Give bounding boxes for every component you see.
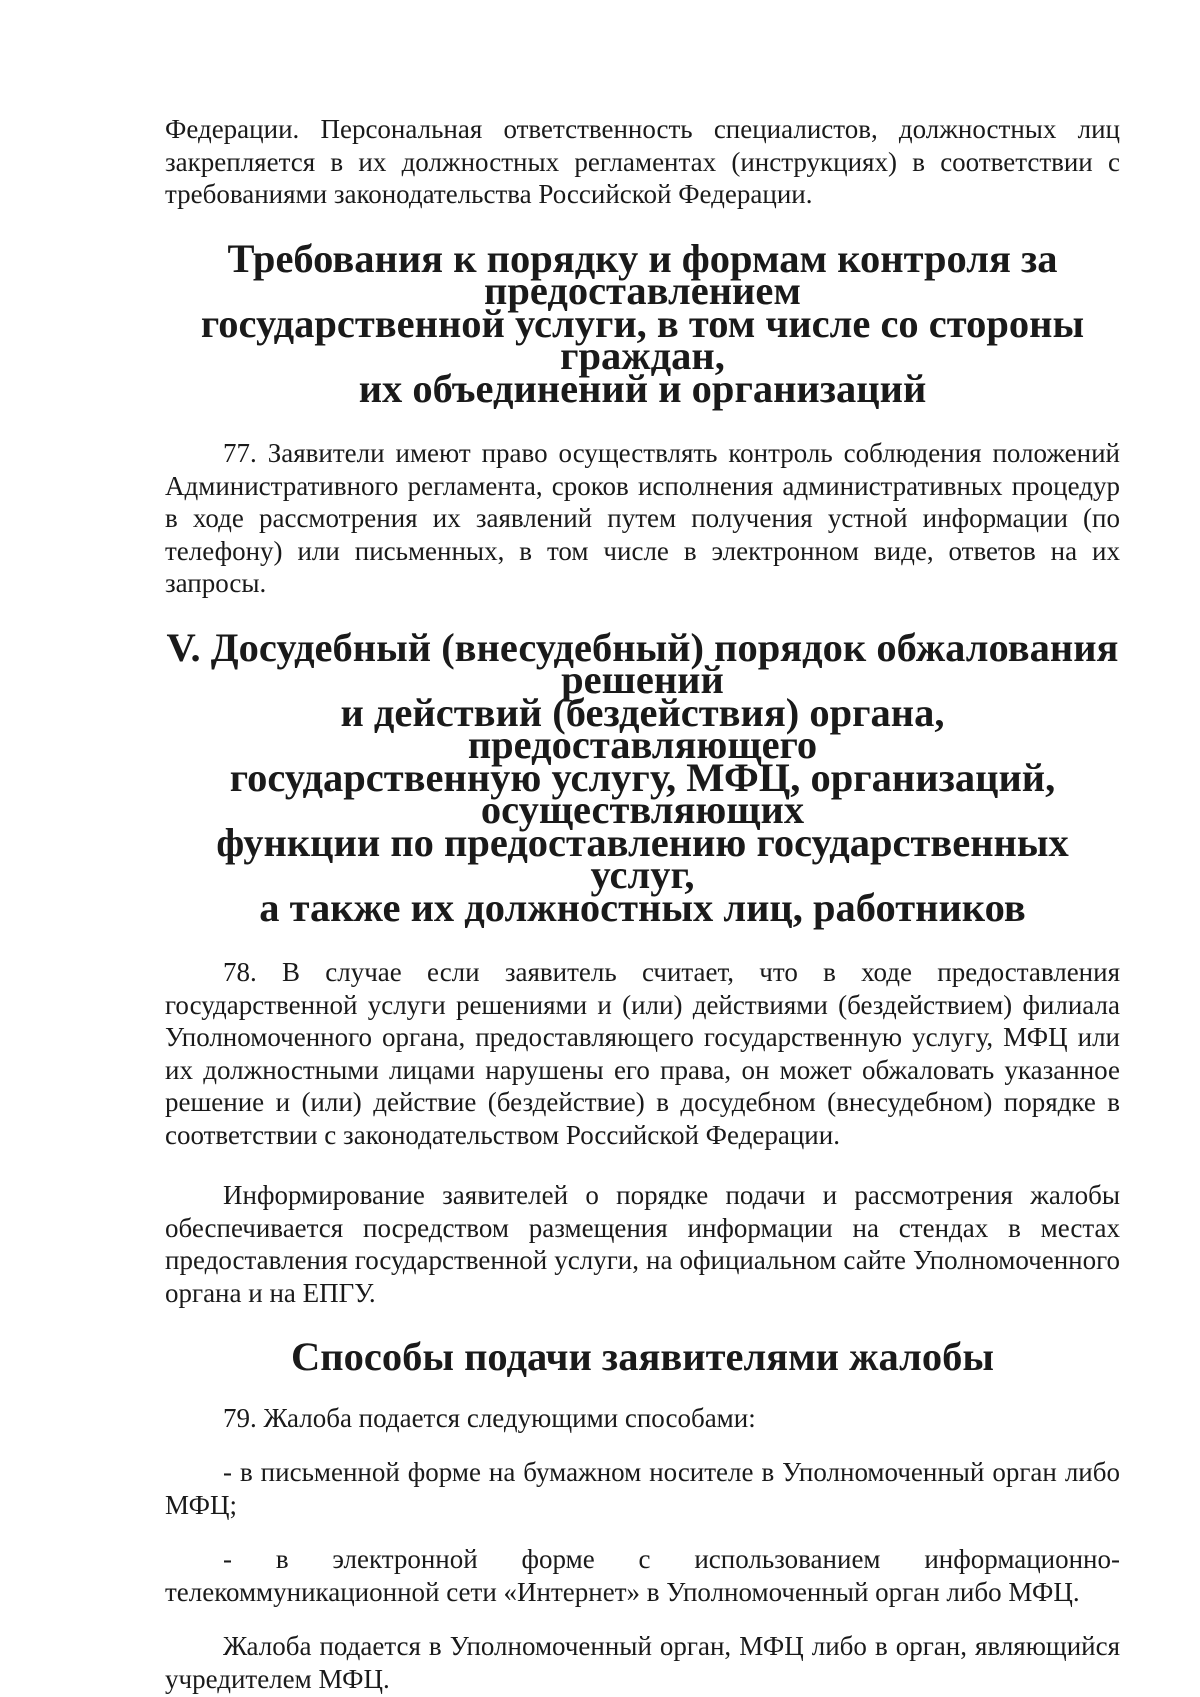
heading-line: их объединений и организаций <box>358 365 927 411</box>
heading-section-v <box>165 624 1120 930</box>
heading-line: функции по предоставлению государственных услуг, <box>216 819 1069 897</box>
paragraph-79: 79. Жалоба подается следующими способами: <box>223 1402 756 1433</box>
heading-line: государственной услуги, в том числе со стороны граждан, <box>200 300 1085 378</box>
heading-complaint-methods: Способы подачи заявителями жалобы <box>291 1334 994 1379</box>
bullet-electronic-form: - в электронной форме с использованием информационно-телекоммуникационной сети «Интернет» в Уполномоченный орган либо МФЦ. <box>165 1544 1120 1607</box>
paragraph-inform: Информирование заявителей о порядке подачи и рассмотрения жалобы обеспечивается посредством размещения информации на стендах в местах предоставления государственной услуги, на официальном сайте Уполномоченного органа и на ЕПГУ. <box>165 1180 1120 1308</box>
paragraph-intro: Федерации. Персональная ответственность специалистов, должностных лиц закрепляется в их должностных регламентах (инструкциях) в соответствии с требованиями законодательства Российской Федерации. <box>165 114 1120 209</box>
paragraph-78: 78. В случае если заявитель считает, что в ходе предоставления государственной услуги решениями и (или) действиями (бездействием) филиала Уполномоченного органа, предоставляющего государственную услугу, МФЦ или их должностными лицами нарушены его права, он может обжаловать указанное решение и (или) действие (бездействие) в досудебном (внесудебном) порядке в соответствии с законодательством Российской Федерации. <box>165 957 1120 1150</box>
heading-line: государственную услугу, МФЦ, организаций, осуществляющих <box>229 754 1056 832</box>
document-page <box>165 113 1120 1695</box>
heading-line: и действий (бездействия) органа, предоставляющего <box>340 689 945 767</box>
paragraph-final: Жалоба подается в Уполномоченный орган, МФЦ либо в орган, являющийся учредителем МФЦ. <box>165 1631 1120 1694</box>
bullet-paper-form: - в письменной форме на бумажном носителе в Уполномоченный орган либо МФЦ; <box>165 1457 1120 1520</box>
heading-line: Требования к порядку и формам контроля за предоставлением <box>227 235 1058 313</box>
heading-control-requirements <box>165 235 1120 411</box>
paragraph-77: 77. Заявители имеют право осуществлять контроль соблюдения положений Административного регламента, сроков исполнения административных процедур в ходе рассмотрения их заявлений путем получения устной информации (по телефону) или письменных, в том числе в электронном виде, ответов на их запросы. <box>165 438 1120 598</box>
heading-line: V. Досудебный (внесудебный) порядок обжалования решений <box>166 624 1119 702</box>
heading-line: а также их должностных лиц, работников <box>259 884 1026 930</box>
